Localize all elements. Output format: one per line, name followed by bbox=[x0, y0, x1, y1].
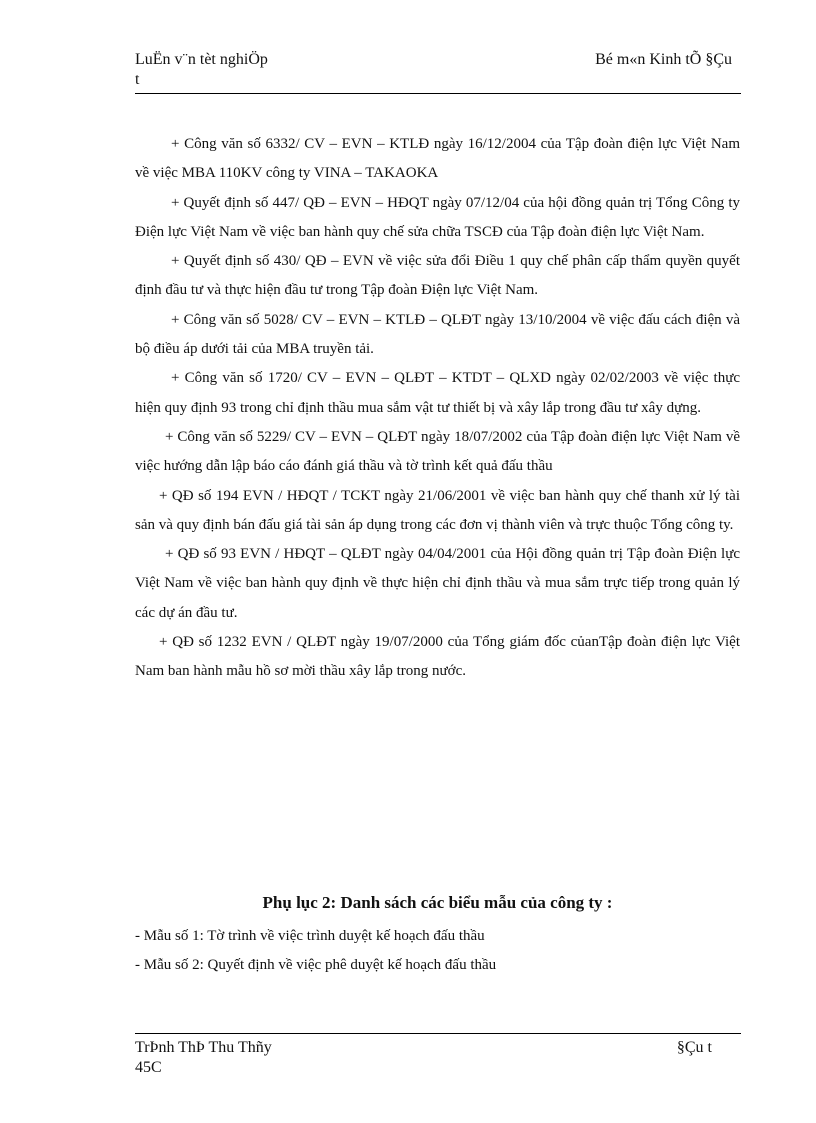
department-name: Bé m«n Kinh tÕ §Çu bbox=[595, 51, 732, 68]
reference-paragraph: + Quyết định số 447/ QĐ – EVN – HĐQT ngày 07/12/04 của hội đồng quản trị Tổng Công ty Điện lực Việt Nam về việc ban hành quy chế sửa chữa TSCĐ của Tập đoàn điện lực Việt Nam. bbox=[135, 194, 740, 240]
reference-paragraph: + QĐ số 1232 EVN / QLĐT ngày 19/07/2000 của Tổng giám đốc củanTập đoàn điện lực Việt Nam ban hành mẫu hồ sơ mời thầu xây lắp trong nước. bbox=[135, 634, 740, 680]
footer-left bbox=[135, 1038, 272, 1078]
author-class: 45C bbox=[135, 1059, 162, 1076]
reference-paragraph: + QĐ số 93 EVN / HĐQT – QLĐT ngày 04/04/2001 của Hội đồng quản trị Tập đoàn Điện lực Việt Nam về việc ban hành quy định về thực hiện chỉ định thầu và mua sắm trực tiếp trong quản lý các dự án đầu tư. bbox=[135, 546, 740, 621]
appendix-title: Phụ lục 2: Danh sách các biểu mẫu của công ty : bbox=[262, 893, 613, 912]
thesis-title-continued: t bbox=[135, 71, 140, 88]
header-left bbox=[135, 50, 315, 90]
reference-paragraph: + QĐ số 194 EVN / HĐQT / TCKT ngày 21/06/2001 về việc ban hành quy chế thanh xử lý tài sản và quy định bán đấu giá tài sản áp dụng trong các đơn vị thành viên và trực thuộc Tổng công ty. bbox=[135, 487, 740, 533]
author-name: TrÞnh ThÞ Thu Thñy bbox=[135, 1039, 272, 1056]
footer-rule bbox=[135, 1033, 741, 1034]
reference-paragraph: + Công văn số 5028/ CV – EVN – KTLĐ – QLĐT ngày 13/10/2004 về việc đấu cách điện và bộ điều áp dưới tải của MBA truyền tải. bbox=[135, 311, 740, 358]
list-item: - Mẫu số 1: Tờ trình về việc trình duyệt kế hoạch đấu thầu bbox=[135, 928, 485, 944]
header-rule bbox=[135, 93, 741, 94]
appendix-list bbox=[135, 922, 740, 980]
reference-paragraph: + Công văn số 1720/ CV – EVN – QLĐT – KTDT – QLXD ngày 02/02/2003 về việc thực hiện quy định 93 trong chỉ định thầu mua sắm vật tư thiết bị và xây lắp trong đầu tư xây dựng. bbox=[135, 370, 740, 416]
thesis-title: LuËn v¨n tèt nghiÖp bbox=[135, 51, 268, 68]
reference-paragraph: + Công văn số 6332/ CV – EVN – KTLĐ ngày 16/12/2004 của Tập đoàn điện lực Việt Nam về việc MBA 110KV công ty VINA – TAKAOKA bbox=[135, 136, 740, 182]
list-item: - Mẫu số 2: Quyết định về việc phê duyệt kế hoạch đấu thầu bbox=[135, 957, 497, 973]
reference-paragraph: + Công văn số 5229/ CV – EVN – QLĐT ngày 18/07/2002 của Tập đoàn điện lực Việt Nam về việc hướng dẫn lập báo cáo đánh giá thầu và tờ trình kết quả đấu thầu bbox=[135, 428, 740, 475]
footer-right: §Çu t bbox=[676, 1039, 712, 1056]
document-body bbox=[135, 130, 740, 687]
reference-paragraph: + Quyết định số 430/ QĐ – EVN về việc sửa đổi Điều 1 quy chế phân cấp thẩm quyền quyết định đầu tư và thực hiện đầu tư trong Tập đoàn Điện lực Việt Nam. bbox=[135, 253, 740, 299]
